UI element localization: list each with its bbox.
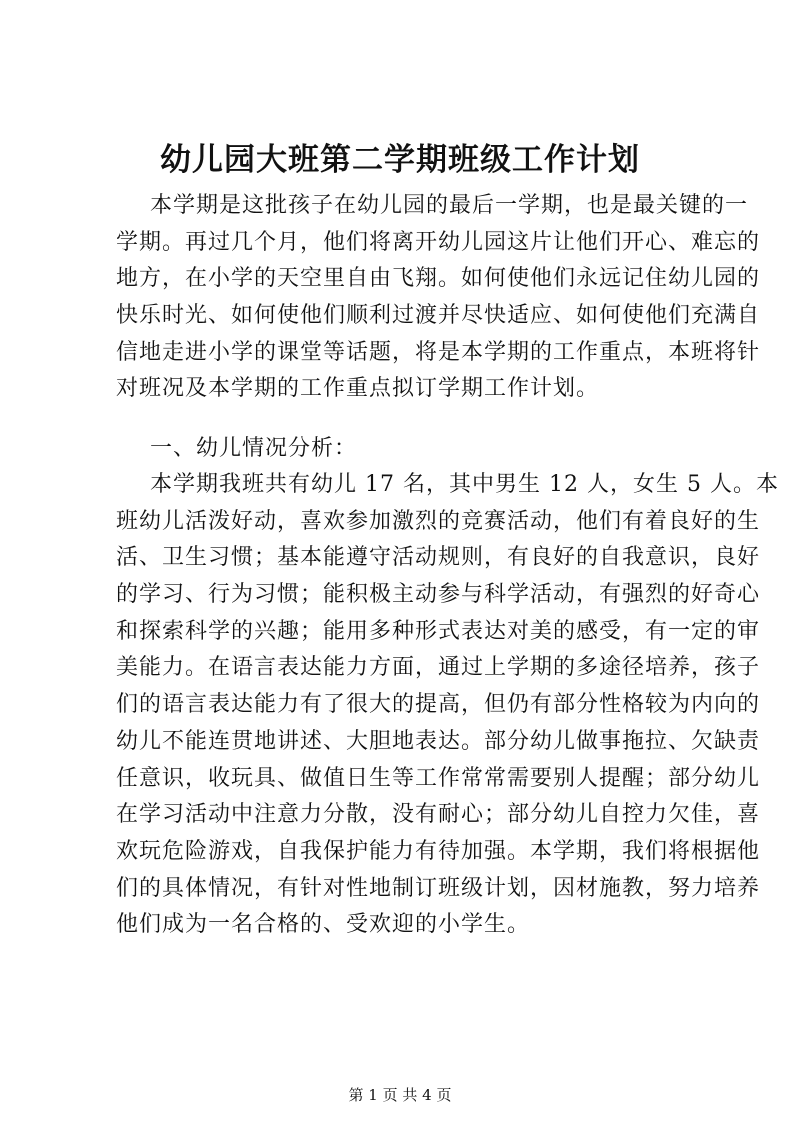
paragraph-line: 和探索科学的兴趣；能用多种形式表达对美的感受，有一定的审 [116, 618, 761, 644]
section-heading: 一、幼儿情况分析： [150, 436, 358, 461]
paragraph-line: 在学习活动中注意力分散，没有耐心；部分幼儿自控力欠佳，喜 [116, 802, 761, 828]
paragraph-line: 美能力。在语言表达能力方面，通过上学期的多途径培养，孩子 [116, 655, 761, 681]
paragraph-line: 们的语言表达能力有了很大的提高，但仍有部分性格较为内向的 [116, 692, 761, 718]
paragraph-line: 地方，在小学的天空里自由飞翔。如何使他们永远记住幼儿园的 [116, 266, 761, 292]
intro-paragraph [116, 188, 761, 408]
page-footer: 第 1 页 共 4 页 [348, 1086, 452, 1104]
paragraph-line: 任意识，收玩具、做值日生等工作常常需要别人提醒；部分幼儿 [116, 765, 761, 791]
paragraph-line: 学期。再过几个月，他们将离开幼儿园这片让他们开心、难忘的 [116, 229, 761, 255]
paragraph-line: 欢玩危险游戏，自我保护能力有待加强。本学期，我们将根据他 [116, 838, 761, 864]
section-heading-container [116, 431, 702, 468]
paragraph-line: 们的具体情况，有针对性地制订班级计划，因材施教，努力培养 [116, 875, 761, 901]
paragraph-line: 本学期是这批孩子在幼儿园的最后一学期，也是最关键的一 [150, 193, 749, 218]
paragraph-line: 信地走进小学的课堂等话题，将是本学期的工作重点，本班将针 [116, 339, 761, 365]
paragraph-line: 的学习、行为习惯；能积极主动参与科学活动，有强烈的好奇心 [116, 582, 761, 608]
paragraph-line: 快乐时光、如何使他们顺利过渡并尽快适应、如何使他们充满自 [116, 303, 761, 329]
paragraph-line: 活、卫生习惯；基本能遵守活动规则，有良好的自我意识，良好 [116, 545, 761, 571]
analysis-paragraph [116, 467, 779, 944]
paragraph-line: 本学期我班共有幼儿 17 名，其中男生 12 人，女生 5 人。本 [150, 472, 779, 497]
document-title: 幼儿园大班第二学期班级工作计划 [160, 142, 640, 178]
paragraph-line: 班幼儿活泼好动，喜欢参加激烈的竞赛活动，他们有着良好的生 [116, 508, 761, 534]
paragraph-line: 幼儿不能连贯地讲述、大胆地表达。部分幼儿做事拖拉、欠缺责 [116, 728, 761, 754]
paragraph-line: 对班况及本学期的工作重点拟订学期工作计划。 [116, 376, 600, 402]
paragraph-line: 他们成为一名合格的、受欢迎的小学生。 [116, 912, 531, 938]
